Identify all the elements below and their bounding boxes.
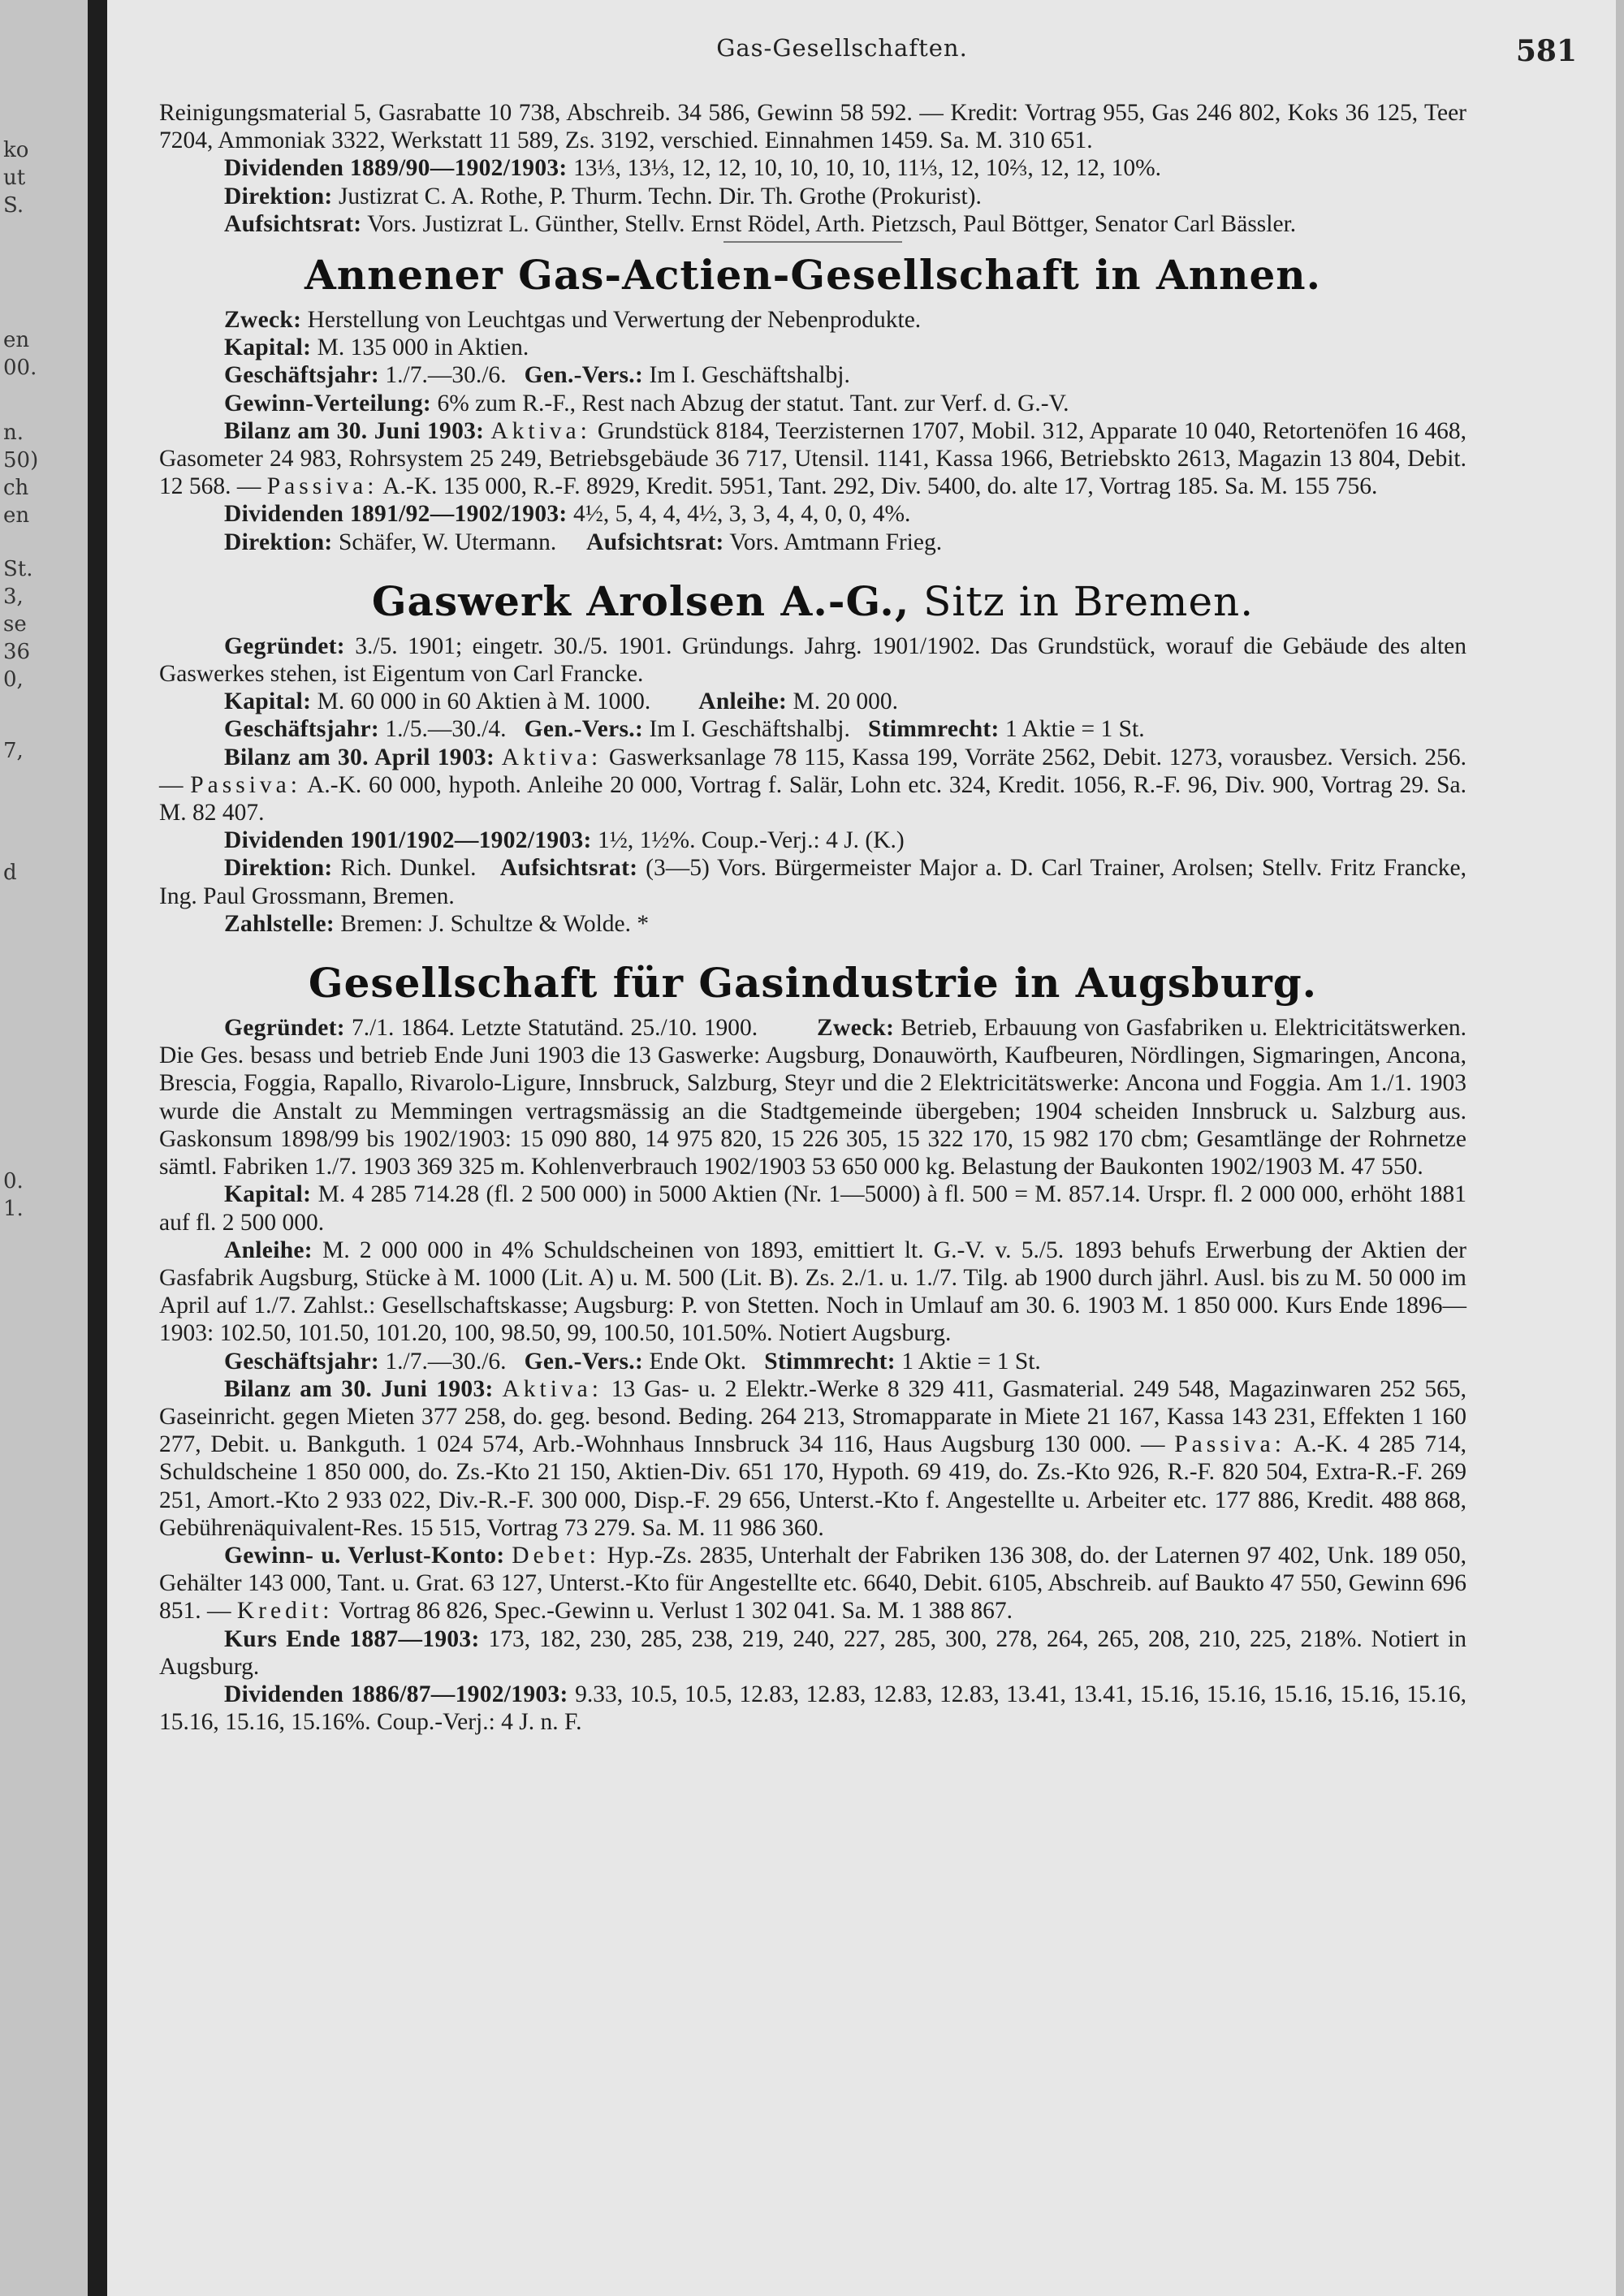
margin-fragment: 0. [3,1169,24,1193]
page-content [159,99,1466,1736]
general-meeting-label: Gen.-Vers.: [524,1348,644,1375]
founded-text: 3./5. 1901; eingetr. 30./5. 1901. Gründungs. Jahrg. 1901/1902. Das Grundstück, worauf die Gebäude des alten Gaswerkes stehen, ist Eigentum von Carl Francke. [159,632,1466,688]
direction-row [159,529,1466,556]
general-meeting-text: Im I. Geschäftshalbj. [643,716,850,743]
margin-fragment: en [3,503,30,528]
fiscal-year-text: 1./7.—30./6. [379,362,507,389]
profit-loss-row [159,1542,1466,1625]
direction-row [159,854,1466,909]
supervisory-board-text: Vors. Justizrat L. Günther, Stellv. Ernst Rödel, Arth. Pietzsch, Paul Böttger, Senator Carl Bässler. [361,210,1297,237]
purpose-label: Zweck: [817,1015,895,1042]
credit-text: Vortrag 86 826, Spec.-Gewinn u. Verlust 1 302 041. Sa. M. 1 388 867. [333,1598,1013,1625]
balance-sheet-label: Bilanz am 30. April 1903: [224,744,495,770]
paying-agent-label: Zahlstelle: [224,910,335,937]
liabilities-label: Passiva: [190,771,301,798]
voting-right-label: Stimmrecht: [867,716,1000,743]
balance-sheet-row [159,417,1466,501]
capital-text: M. 4 285 714.28 (fl. 2 500 000) in 5000 Aktien (Nr. 1—5000) à fl. 500 = M. 857.14. Urspr. fl. 2 000 000, erhöht 1881 auf fl. 2 500 000. [159,1181,1466,1236]
section-divider [723,241,902,243]
voting-right-label: Stimmrecht: [764,1348,896,1375]
margin-fragment: 00. [3,356,37,380]
dividends-label: Dividenden 1886/87—1902/1903: [224,1681,568,1707]
fiscal-year-row [159,1348,1466,1375]
bond-label: Anleihe: [224,1236,313,1263]
margin-fragment: en [3,328,30,352]
profit-distribution-text: 6% zum R.-F., Rest nach Abzug der statut. Tant. zur Verf. d. G.-V. [431,390,1069,416]
dividends-label: Dividenden 1891/92—1902/1903: [224,501,568,528]
margin-fragment: St. [3,557,33,581]
credit-label: Kredit: [236,1598,334,1625]
fiscal-year-label: Geschäftsjahr: [224,362,379,389]
bond-text: M. 20 000. [787,688,898,715]
assets-text: Gaswerksanlage 78 115, Kassa 199, Vorräte 2562, Debit. 1273, vorausbez. Versich. 256. — [159,744,1466,798]
margin-fragment: S. [3,193,24,218]
share-price-label: Kurs Ende 1887—1903: [224,1625,480,1652]
dividends-text: 9.33, 10.5, 10.5, 12.83, 12.83, 12.83, 12.83, 13.41, 13.41, 15.16, 15.16, 15.16, 15.16, 15.16, 15.16, 15.16, 15.16%. Coup.-Verj.: 4 J. n. F. [159,1681,1466,1736]
assets-label: Aktiva: [490,417,591,444]
fiscal-year-row [159,361,1466,389]
supervisory-board-text: Vors. Amtmann Frieg. [723,529,943,555]
fiscal-year-text: 1./7.—30./6. [379,1348,507,1375]
dividends-text: 13⅓, 13⅓, 12, 12, 10, 10, 10, 10, 11⅓, 12, 10⅔, 12, 12, 10%. [567,155,1162,182]
fiscal-year-label: Geschäftsjahr: [224,1348,379,1375]
general-meeting-text: Im I. Geschäftshalbj. [643,362,850,389]
supervisory-board-label: Aufsichtsrat: [499,855,638,882]
supervisory-board-text: (3—5) Vors. Bürgermeister Major a. D. Carl Trainer, Arolsen; Stellv. Fritz Francke, Ing. Paul Grossmann, Bremen. [159,855,1467,909]
supervisory-board-label: Aufsichtsrat: [224,210,362,237]
direction-label: Direktion: [224,855,333,882]
balance-sheet-row [159,1375,1466,1542]
bond-text: M. 2 000 000 in 4% Schuldscheinen von 1893, emittiert lt. G.-V. v. 5./5. 1893 behufs Erwerbung der Aktien der Gasfabrik Augsburg, Stücke à M. 1000 (Lit. A) u. M. 500 (Lit. B). Zs. 2./1. u. 1./7. Tilg. ab 1900 durch jährl. Ausl. bis zu M. 50 000 im April auf 1./7. Zahlst.: Gesellschaftskasse; Augsburg: P. von Stetten. Noch in Umlauf am 30. 6. 1903 M. 1 850 000. Kurs Ende 1896—1903: 102.50, 101.50, 101.20, 100, 98.50, 99, 100.50, 101.50%. Notiert Augsburg. [159,1236,1466,1347]
bond-row [159,1236,1466,1348]
dividends-text: 4½, 5, 4, 4, 4½, 3, 3, 4, 4, 0, 0, 4%. [567,501,911,528]
supervisory-board-label: Aufsichtsrat: [586,529,724,555]
fiscal-year-row [159,715,1466,743]
margin-fragment: 36 [3,640,31,664]
liabilities-label: Passiva: [1174,1431,1285,1458]
assets-text: Grundstück 8184, Teerzisternen 1707, Mobil. 312, Apparate 10 040, Retortenöfen 16 468, Gasometer 24 983, Rohrsystem 25 249, Betriebsgebäude 36 717, Utensil. 1141, Kassa 1966, Betriebskto 2613, Magazin 13 804, Debit. 12 568. — [159,417,1466,500]
left-margin-strip [0,0,96,2296]
founded-label: Gegründet: [224,1015,345,1042]
dividends-text: 1½, 1½%. Coup.-Verj.: 4 J. (K.) [591,827,905,854]
share-price-row [159,1625,1466,1681]
dividends-row [159,826,1466,854]
margin-fragment: ut [3,166,26,190]
founded-row [159,632,1466,688]
company-title-arolsen [159,577,1466,626]
previous-entry-continuation [159,99,1466,154]
dividends-row [159,154,1466,182]
page-number: 581 [1515,34,1577,68]
margin-fragment: 7, [3,739,24,763]
margin-fragment: ko [3,138,29,162]
founded-text: 7./1. 1864. Letzte Statutänd. 25./10. 1900. [344,1015,765,1042]
margin-fragment: n. [3,421,24,445]
margin-fragment: d [3,861,17,885]
fiscal-year-label: Geschäftsjahr: [224,716,379,743]
company-title-seat: Sitz in Bremen. [909,577,1255,625]
founded-label: Gegründet: [224,632,345,659]
balance-sheet-row [159,744,1466,827]
founded-purpose-row [159,1014,1466,1180]
direction-text: Rich. Dunkel. [332,855,477,882]
paying-agent-text: Bremen: J. Schultze & Wolde. * [335,910,650,937]
direction-row [159,183,1466,210]
general-meeting-label: Gen.-Vers.: [524,716,644,743]
profit-loss-label: Gewinn- u. Verlust-Konto: [224,1542,505,1569]
general-meeting-text: Ende Okt. [643,1348,747,1375]
fiscal-year-text: 1./5.—30./4. [379,716,507,743]
purpose-row [159,306,1466,334]
company-title-main: Gaswerk Arolsen A.-G., [371,576,910,625]
profit-distribution-row [159,390,1466,417]
debit-label: Debet: [512,1542,600,1569]
voting-right-text: 1 Aktie = 1 St. [999,716,1145,743]
purpose-text: Betrieb, Erbauung von Gasfabriken u. Elektricitätswerken. Die Ges. besass und betrieb Ende Juni 1903 die 13 Gaswerke: Augsburg, Donauwörth, Kaufbeuren, Nördlingen, Sigmaringen, Ancona, Brescia, Foggia, Rapallo, Rivarolo-Ligure, Innsbruck, Salzburg, Steyr und die 2 Elektricitätswerke: Ancona und Foggia. Am 1./1. 1903 wurde die Anstalt zu Memmingen vertragsmässig an die Stadtgemeinde übergeben; 1904 scheiden Innsbruck u. Salzburg aus. Gaskonsum 1898/99 bis 1902/1903: 15 090 880, 14 975 820, 15 226 305, 15 322 170, 15 982 170 cbm; Gesamtlänge der Rohrnetze sämtl. Fabriken 1./7. 1903 369 325 m. Kohlenverbrauch 1902/1903 53 650 000 kg. Belastung der Baukonten 1902/1903 M. 47 550. [159,1015,1466,1180]
dividends-row [159,500,1466,528]
supervisory-board-row [159,210,1466,238]
dividends-label: Dividenden 1901/1902—1902/1903: [224,827,592,854]
capital-text: M. 60 000 in 60 Aktien à M. 1000. [311,688,651,715]
general-meeting-label: Gen.-Vers.: [524,362,644,389]
book-spine-shadow [88,0,107,2296]
paying-agent-row [159,910,1466,938]
liabilities-text: A.-K. 135 000, R.-F. 8929, Kredit. 5951, Tant. 292, Div. 5400, do. alte 17, Vortrag 185. Sa. M. 155 756. [378,473,1378,500]
margin-fragment: 0, [3,667,24,692]
balance-sheet-label: Bilanz am 30. Juni 1903: [224,417,485,444]
capital-label: Kapital: [224,688,312,715]
assets-text: 13 Gas- u. 2 Elektr.-Werke 8 329 411, Gasmaterial. 249 548, Magazinwaren 252 565, Gaseinricht. gegen Mieten 377 258, do. geg. besond. Beding. 264 213, Stromapparate in Miete 21 167, Kassa 143 231, Effekten 1 160 277, Debit. u. Bankguth. 1 024 574, Arb.-Wohnhaus Innsbruck 34 116, Haus Augsburg 130 000. — [159,1375,1466,1458]
purpose-label: Zweck: [224,307,302,334]
margin-fragment: 3, [3,585,24,609]
dividends-label: Dividenden 1889/90—1902/1903: [224,155,568,182]
direction-text: Schäfer, W. Utermann. [332,529,557,555]
dividends-row [159,1681,1466,1736]
guv-continuation-text: Reinigungsmaterial 5, Gasrabatte 10 738, Abschreib. 34 586, Gewinn 58 592. — Kredit: Vortrag 955, Gas 246 802, Koks 36 125, Teer 7204, Ammoniak 3322, Werkstatt 11 589, Zs. 3192, verschied. Einnahmen 1459. Sa. M. 310 651. [159,100,1466,154]
capital-label: Kapital: [224,1181,312,1208]
bond-label: Anleihe: [698,688,788,715]
capital-label: Kapital: [224,334,312,361]
direction-label: Direktion: [224,529,333,555]
debit-text: Hyp.-Zs. 2835, Unterhalt der Fabriken 136 308, do. der Laternen 97 402, Unk. 189 050, Gehälter 143 000, Tant. u. Grat. 63 127, Unterst.-Kto für Angestellte etc. 6640, Debit. 6105, Abschreib. auf Baukto 47 550, Gewinn 696 851. — [159,1542,1467,1625]
liabilities-text: A.-K. 4 285 714, Schuldscheine 1 850 000, do. Zs.-Kto 21 150, Aktien-Div. 651 170, Hypoth. 69 419, do. Zs.-Kto 926, R.-F. 820 504, Extra-R.-F. 269 251, Amort.-Kto 2 933 022, Div.-R.-F. 300 000, Disp.-F. 29 656, Unterst.-Kto f. Angestellte u. Arbeiter etc. 177 886, Kredit. 488 868, Gebührenäquivalent-Res. 15 515, Vortrag 73 279. Sa. M. 11 986 360. [159,1431,1466,1541]
liabilities-label: Passiva: [266,473,378,500]
company-title-annen: Annener Gas-Actien-Gesellschaft in Annen. [304,251,1322,300]
direction-text: Justizrat C. A. Rothe, P. Thurm. Techn. Dir. Th. Grothe (Prokurist). [332,183,982,209]
margin-fragment: 1. [3,1197,24,1221]
margin-fragment: se [3,612,27,637]
page-edge [1616,0,1624,2296]
balance-sheet-label: Bilanz am 30. Juni 1903: [224,1375,494,1402]
assets-label: Aktiva: [501,744,603,770]
margin-fragment: ch [3,476,29,500]
share-price-text: 173, 182, 230, 285, 238, 219, 240, 227, 285, 300, 278, 264, 265, 208, 210, 225, 218%. Notiert in Augsburg. [159,1625,1466,1680]
direction-label: Direktion: [224,183,333,209]
capital-text: M. 135 000 in Aktien. [311,334,529,361]
assets-label: Aktiva: [502,1375,603,1402]
running-title: Gas-Gesellschaften. [716,34,968,62]
liabilities-text: A.-K. 60 000, hypoth. Anleihe 20 000, Vortrag f. Salär, Lohn etc. 324, Kredit. 1056, R.-F. 96, Div. 900, Vortrag 29. Sa. M. 82 407. [159,771,1467,826]
company-title-augsburg: Gesellschaft für Gasindustrie in Augsburg. [308,959,1318,1008]
profit-distribution-label: Gewinn-Verteilung: [224,390,432,416]
voting-right-text: 1 Aktie = 1 St. [895,1348,1041,1375]
capital-row [159,1180,1466,1236]
purpose-text: Herstellung von Leuchtgas und Verwertung der Nebenprodukte. [301,307,922,334]
capital-row [159,334,1466,361]
margin-fragment: 50) [3,448,39,473]
capital-row [159,688,1466,715]
